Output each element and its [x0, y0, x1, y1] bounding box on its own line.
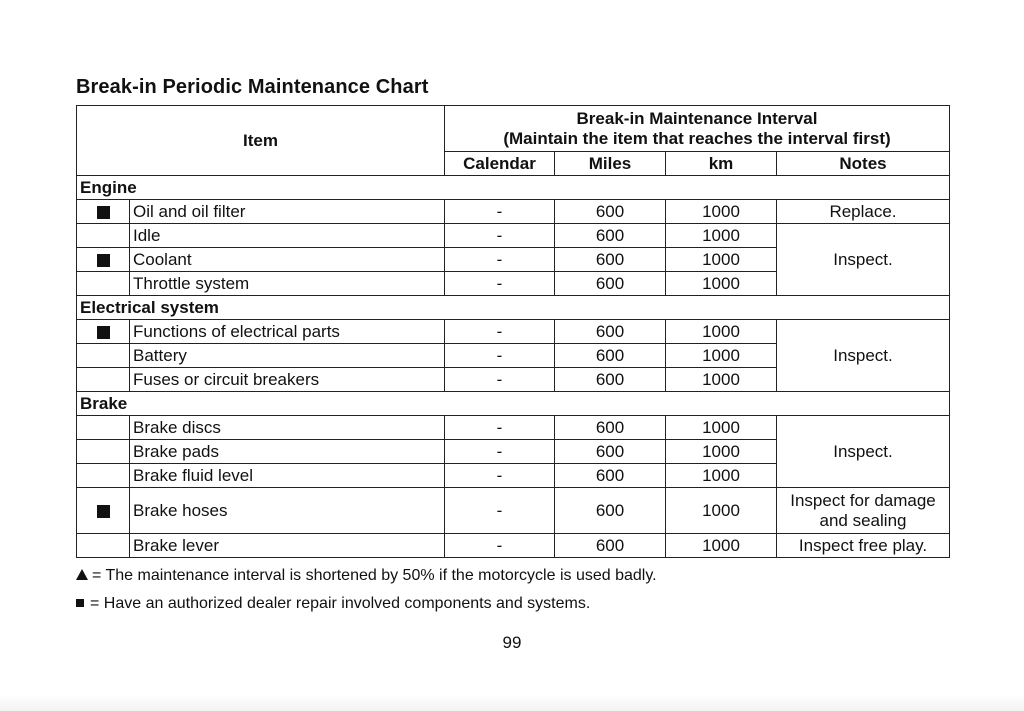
mark-cell	[77, 534, 130, 558]
mark-cell	[77, 440, 130, 464]
km-cell: 1000	[666, 320, 777, 344]
calendar-cell: -	[445, 440, 555, 464]
table-row	[77, 534, 950, 558]
dealer-mark	[77, 248, 130, 272]
table-row	[77, 224, 950, 248]
notes-cell: Inspect.	[777, 320, 950, 392]
calendar-cell: -	[445, 320, 555, 344]
notes-line: and sealing	[819, 510, 907, 530]
header-item: Item	[77, 106, 445, 176]
square-icon	[97, 206, 110, 219]
km-cell: 1000	[666, 200, 777, 224]
notes-cell: Inspect free play.	[777, 534, 950, 558]
item-cell: Functions of electrical parts	[130, 320, 445, 344]
table-row	[77, 488, 950, 534]
footnote-triangle	[76, 567, 657, 585]
table-row	[77, 320, 950, 344]
notes-cell: Inspect.	[777, 224, 950, 296]
item-cell: Fuses or circuit breakers	[130, 368, 445, 392]
mark-cell	[77, 464, 130, 488]
chart-title: Break-in Periodic Maintenance Chart	[76, 76, 429, 98]
header-calendar: Calendar	[445, 152, 555, 176]
miles-cell: 600	[555, 248, 666, 272]
km-cell: 1000	[666, 368, 777, 392]
item-cell: Brake discs	[130, 416, 445, 440]
square-icon	[97, 326, 110, 339]
calendar-cell: -	[445, 488, 555, 534]
calendar-cell: -	[445, 224, 555, 248]
item-cell: Coolant	[130, 248, 445, 272]
miles-cell: 600	[555, 416, 666, 440]
miles-cell: 600	[555, 320, 666, 344]
miles-cell: 600	[555, 224, 666, 248]
header-interval-line1: Break-in Maintenance Interval	[576, 108, 818, 128]
km-cell: 1000	[666, 272, 777, 296]
calendar-cell: -	[445, 416, 555, 440]
km-cell: 1000	[666, 224, 777, 248]
footnote-square-text: = Have an authorized dealer repair involved components and systems.	[90, 595, 591, 612]
section-brake: Brake	[77, 392, 950, 416]
dealer-mark	[77, 320, 130, 344]
km-cell: 1000	[666, 344, 777, 368]
item-cell: Battery	[130, 344, 445, 368]
footnote-square	[76, 595, 590, 613]
miles-cell: 600	[555, 534, 666, 558]
page-edge	[0, 695, 1024, 711]
square-icon	[97, 505, 110, 518]
km-cell: 1000	[666, 488, 777, 534]
notes-cell: Inspect.	[777, 416, 950, 488]
triangle-icon	[76, 569, 88, 580]
notes-cell	[777, 488, 950, 534]
item-cell: Oil and oil filter	[130, 200, 445, 224]
miles-cell: 600	[555, 368, 666, 392]
miles-cell: 600	[555, 344, 666, 368]
dealer-mark	[77, 200, 130, 224]
section-electrical: Electrical system	[77, 296, 950, 320]
item-cell: Brake lever	[130, 534, 445, 558]
mark-cell	[77, 272, 130, 296]
miles-cell: 600	[555, 464, 666, 488]
item-cell: Idle	[130, 224, 445, 248]
square-icon	[97, 254, 110, 267]
square-icon	[76, 599, 84, 607]
table-row	[77, 416, 950, 440]
item-cell: Brake hoses	[130, 488, 445, 534]
calendar-cell: -	[445, 200, 555, 224]
miles-cell: 600	[555, 272, 666, 296]
notes-cell: Replace.	[777, 200, 950, 224]
calendar-cell: -	[445, 464, 555, 488]
miles-cell: 600	[555, 440, 666, 464]
km-cell: 1000	[666, 464, 777, 488]
km-cell: 1000	[666, 534, 777, 558]
notes-line: Inspect for damage	[790, 490, 936, 510]
mark-cell	[77, 368, 130, 392]
calendar-cell: -	[445, 248, 555, 272]
miles-cell: 600	[555, 488, 666, 534]
mark-cell	[77, 224, 130, 248]
header-km: km	[666, 152, 777, 176]
header-miles: Miles	[555, 152, 666, 176]
section-engine: Engine	[77, 176, 950, 200]
calendar-cell: -	[445, 368, 555, 392]
calendar-cell: -	[445, 272, 555, 296]
table-row	[77, 200, 950, 224]
page-number: 99	[502, 633, 522, 652]
item-cell: Throttle system	[130, 272, 445, 296]
item-cell: Brake fluid level	[130, 464, 445, 488]
calendar-cell: -	[445, 344, 555, 368]
miles-cell: 600	[555, 200, 666, 224]
km-cell: 1000	[666, 248, 777, 272]
header-notes: Notes	[777, 152, 950, 176]
maintenance-table	[76, 105, 950, 558]
km-cell: 1000	[666, 416, 777, 440]
header-interval-line2: (Maintain the item that reaches the interval first)	[503, 128, 891, 148]
item-cell: Brake pads	[130, 440, 445, 464]
mark-cell	[77, 344, 130, 368]
dealer-mark	[77, 488, 130, 534]
calendar-cell: -	[445, 534, 555, 558]
mark-cell	[77, 416, 130, 440]
footnote-triangle-text: = The maintenance interval is shortened by 50% if the motorcycle is used badly.	[92, 567, 657, 584]
header-interval	[445, 106, 950, 152]
km-cell: 1000	[666, 440, 777, 464]
